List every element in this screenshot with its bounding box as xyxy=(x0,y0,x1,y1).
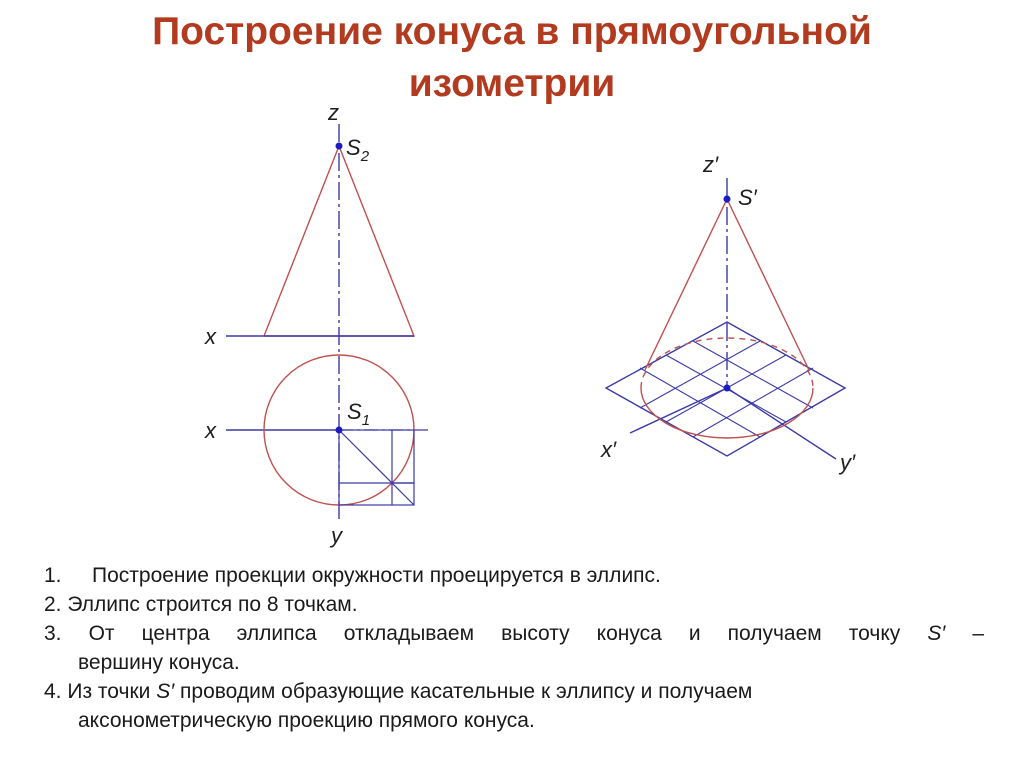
x-prime-label: x′ xyxy=(601,437,617,462)
apex-point-s2 xyxy=(336,143,343,150)
apex-label-s2: $S_2$ xyxy=(346,135,370,165)
construction-notes xyxy=(44,561,984,735)
note-2 xyxy=(44,590,984,619)
center-point-iso xyxy=(724,385,731,392)
z-axis-label: z xyxy=(328,100,339,125)
note-1-number: 1. xyxy=(44,564,62,587)
center-point-s1 xyxy=(336,427,343,434)
note-3-text-a: От центра эллипса откладываем высоту конуса и получаем точку xyxy=(88,622,901,645)
title-line-2: изометрии xyxy=(408,62,616,105)
note-1 xyxy=(44,561,984,590)
note-4-continuation: аксонометрическую проекцию прямого конуса. xyxy=(78,709,535,732)
grid-line-5 xyxy=(640,368,760,437)
note-3-continuation: вершину конуса. xyxy=(78,651,240,674)
y-prime-label: y′ xyxy=(840,450,856,475)
note-3-number: 3. xyxy=(44,622,62,645)
grid-line-6 xyxy=(693,368,813,437)
center-label-s1: $S_1$ xyxy=(347,399,371,429)
orthographic-views xyxy=(204,100,428,548)
note-3-text-b: – xyxy=(972,622,985,645)
title-line-1: Построение конуса в прямоугольной xyxy=(152,10,872,53)
note-3-line-1 xyxy=(44,619,984,648)
note-4-number: 4. xyxy=(44,680,62,703)
note-4 xyxy=(44,677,984,735)
base-ellipse-visible xyxy=(641,388,813,438)
note-4-text-a: Из точки xyxy=(67,680,151,703)
apex-label-s-prime: S′ xyxy=(738,185,757,210)
y-axis-label: y xyxy=(331,523,342,548)
note-4-line-1 xyxy=(44,677,984,706)
grid-line-3 xyxy=(693,341,813,408)
note-3 xyxy=(44,619,984,677)
note-3-point: S′ xyxy=(927,622,946,645)
z-prime-label: z′ xyxy=(703,152,719,177)
x-axis-top-label: x xyxy=(205,418,216,443)
apex-point-s-prime xyxy=(724,196,731,203)
note-2-text: Эллипс строится по 8 точкам. xyxy=(67,593,358,616)
isometric-view xyxy=(600,152,856,475)
note-4-point: S′ xyxy=(156,680,175,703)
note-1-text: Построение проекции окружности проецируется в эллипс. xyxy=(92,564,661,587)
helper-diagonal xyxy=(339,430,414,505)
note-4-text-b: проводим образующие касательные к эллипсу и получаем xyxy=(180,680,753,703)
x-axis-front-label: x xyxy=(205,324,216,349)
note-2-number: 2. xyxy=(44,593,62,616)
